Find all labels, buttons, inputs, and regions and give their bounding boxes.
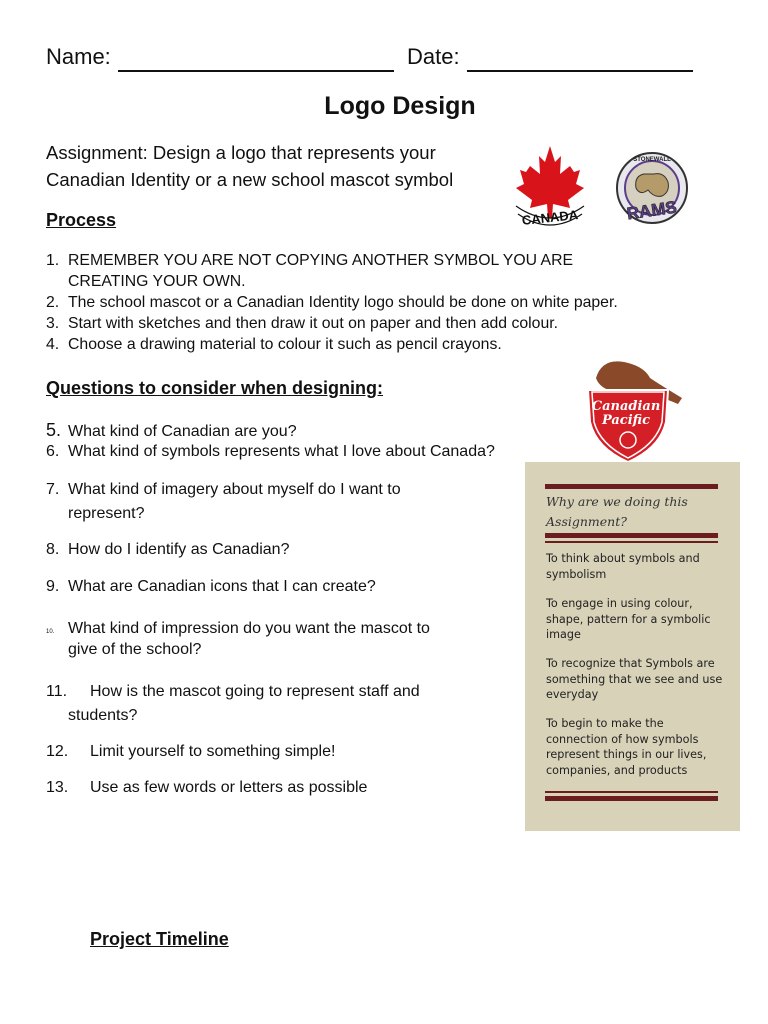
- sidebar-item: To think about symbols and symbolism: [546, 552, 700, 581]
- date-field-line[interactable]: [467, 48, 693, 72]
- process-item: 3. Start with sketches and then draw it out on paper and then add colour.: [46, 315, 559, 332]
- sidebar-rule: [545, 541, 718, 543]
- question-item: 8. How do I identify as Canadian?: [46, 541, 290, 558]
- cp-line1: Canadian: [591, 399, 661, 414]
- canada-logo-text: CANADA: [521, 207, 579, 228]
- rams-logo: [614, 150, 690, 230]
- canadian-pacific-logo: [578, 352, 686, 464]
- question-item: 7. What kind of imagery about myself do I want to represent?: [46, 481, 401, 522]
- cp-line2: Pacific: [601, 413, 651, 428]
- question-item: 12. Limit yourself to something simple!: [46, 743, 336, 760]
- question-item: 10. What kind of impression do you want the mascot to give of the school?: [46, 620, 430, 658]
- date-label: Date:: [407, 44, 460, 69]
- rams-text: RAMS: [625, 197, 678, 224]
- canada-logo: [508, 140, 592, 228]
- process-item: 1. REMEMBER YOU ARE NOT COPYING ANOTHER SYMBOL YOU ARE: [46, 252, 574, 269]
- sidebar-item: To engage in using colour, shape, pattern for a symbolic image: [546, 597, 711, 641]
- assignment-line-2: Canadian Identity or a new school mascot symbol: [46, 169, 454, 190]
- sidebar-rule: [545, 533, 718, 538]
- sidebar-item: To begin to make the connection of how symbols represent things in our lives, companies, and products: [546, 717, 707, 777]
- question-item: 6. What kind of symbols represents what I love about Canada?: [46, 443, 495, 460]
- process-list: [46, 250, 706, 355]
- sidebar-rule: [545, 796, 718, 801]
- sidebar-title: Why are we doing this Assignment?: [546, 494, 688, 529]
- rams-top-text: STONEWALL: [633, 157, 671, 163]
- sidebar-rule: [545, 484, 718, 489]
- process-item-cont: CREATING YOUR OWN.: [68, 273, 246, 290]
- process-heading: Process: [46, 210, 117, 230]
- sidebar-rule: [545, 791, 718, 793]
- name-field-line[interactable]: [118, 48, 394, 72]
- question-number-small: 10.: [46, 629, 55, 635]
- sidebar-item: To recognize that Symbols are something that we see and use everyday: [546, 657, 723, 701]
- timeline-heading: Project Timeline: [90, 929, 229, 949]
- page-title: Logo Design: [324, 92, 476, 120]
- process-item: 4. Choose a drawing material to colour it such as pencil crayons.: [46, 336, 502, 353]
- question-item: 11. How is the mascot going to represent staff and students?: [46, 683, 420, 724]
- question-item: 9. What are Canadian icons that I can create?: [46, 578, 376, 595]
- questions-heading: Questions to consider when designing:: [46, 378, 384, 398]
- process-item: 2. The school mascot or a Canadian Identity logo should be done on white paper.: [46, 294, 618, 311]
- question-item: 13. Use as few words or letters as possible: [46, 779, 368, 796]
- assignment-line-1: Assignment: Design a logo that represents your: [46, 142, 436, 163]
- why-sidebar: [525, 462, 740, 831]
- question-item: 5. What kind of Canadian are you?: [46, 420, 297, 440]
- name-label: Name:: [46, 44, 111, 69]
